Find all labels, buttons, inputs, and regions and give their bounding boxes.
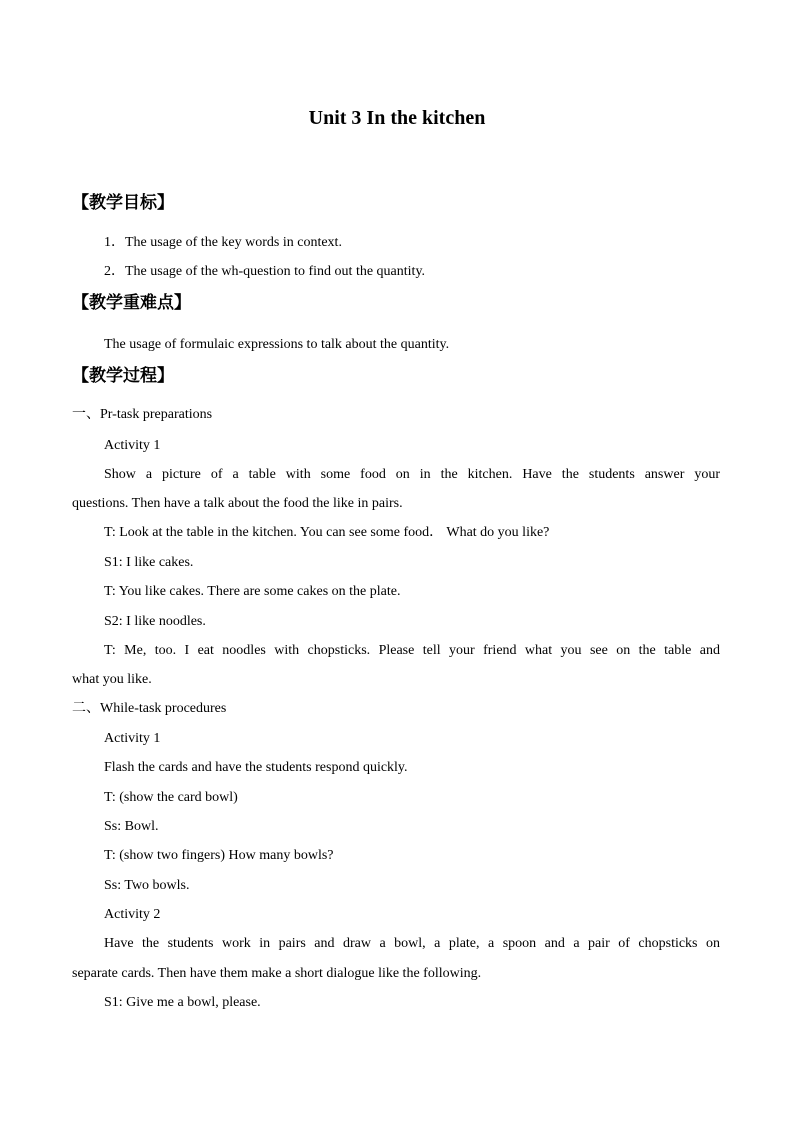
part1-dialogue-3: T: You like cakes. There are some cakes on the plate. [104, 584, 401, 599]
part1-label: 一、Pr-task preparations [72, 407, 213, 422]
part2-dialogue-3: T: (show two fingers) How many bowls? [104, 848, 334, 863]
part2-dialogue-2: Ss: Bowl. [104, 819, 159, 834]
part2-activity2-label: Activity 2 [104, 907, 161, 922]
part1-para1-line2: questions. Then have a talk about the food the like in pairs. [72, 496, 403, 511]
part1-para1-line1: Show a picture of a table with some food on in the kitchen. Have the students answer your [104, 467, 720, 482]
part2-dialogue-1: T: (show the card bowl) [104, 790, 238, 805]
part1-dialogue-4: S2: I like noodles. [104, 614, 206, 629]
part1-dialogue-2: S1: I like cakes. [104, 555, 194, 570]
objective-item-1: 1．The usage of the key words in context. [104, 235, 342, 250]
part2-dialogue-4: Ss: Two bowls. [104, 878, 190, 893]
part1-dialogue-5-line2: what you like. [72, 672, 152, 687]
part2-label: 二、While-task procedures [72, 701, 227, 716]
part1-dialogue-5-line1: T: Me, too. I eat noodles with chopsticks. Please tell your friend what you see on the table and [104, 643, 720, 658]
part2-activity2-line1: Have the students work in pairs and draw a bowl, a plate, a spoon and a pair of chopsticks on [104, 936, 720, 951]
heading-process: 【教学过程】 [72, 366, 174, 386]
part1-dialogue-1: T: Look at the table in the kitchen. You can see some food． What do you like? [104, 525, 550, 540]
objective-item-2: 2．The usage of the wh-question to find out the quantity. [104, 264, 426, 279]
part2-dialogue-5: S1: Give me a bowl, please. [104, 995, 261, 1010]
page-title: Unit 3 In the kitchen [308, 107, 486, 129]
part2-activity1-text: Flash the cards and have the students respond quickly. [104, 760, 408, 775]
part1-activity1-label: Activity 1 [104, 438, 161, 453]
key-points-text: The usage of formulaic expressions to talk about the quantity. [104, 337, 450, 352]
heading-objectives: 【教学目标】 [72, 193, 174, 213]
part2-activity1-label: Activity 1 [104, 731, 161, 746]
part2-activity2-line2: separate cards. Then have them make a short dialogue like the following. [72, 966, 482, 981]
heading-key-points: 【教学重难点】 [72, 293, 191, 313]
